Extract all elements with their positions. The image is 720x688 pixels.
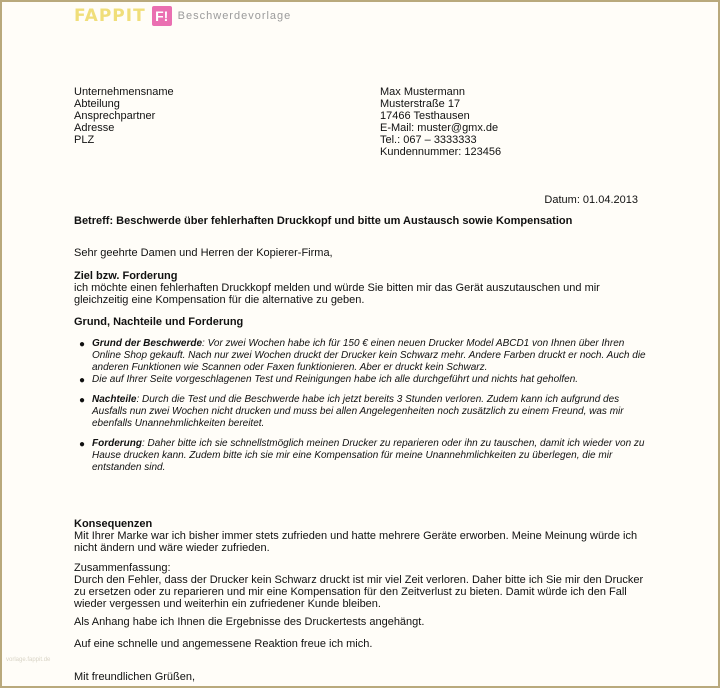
- goal-text: ich möchte einen fehlerhaften Druckkopf melden und würde Sie bitten mir das Gerät auszutauschen und mir gleichzeitig eine Kompensation für die alternative zu geben.: [74, 282, 600, 306]
- bullet-icon: ●: [79, 339, 86, 350]
- summary-section: [74, 562, 644, 610]
- salutation: Sehr geehrte Damen und Herren der Kopierer-Firma,: [74, 247, 333, 259]
- bullet-text: : Vor zwei Wochen habe ich für 150 € einen neuen Drucker Model ABCD1 von Ihnen über Ihren Online Shop gekauft. Nach nur zwei Wochen druckt der Drucker kein Schwarz mehr. Andere Farben druckt er noch. Auch die anderen Funktionen wie Scannen oder Faxen funktionieren. Aber er druckt kein Schwarz.: [92, 338, 646, 373]
- watermark: vorlage.fappit.de: [6, 657, 51, 663]
- summary-heading: Zusammenfassung:: [74, 562, 171, 574]
- logo-wordmark: FAPPIT: [74, 6, 146, 26]
- recipient-line: PLZ: [74, 134, 95, 146]
- sender-line: Kundennummer: 123456: [380, 146, 502, 158]
- letter-date: Datum: 01.04.2013: [544, 194, 638, 206]
- consequences-heading: Konsequenzen: [74, 518, 153, 530]
- consequences-text: Mit Ihrer Marke war ich bisher immer stets zufrieden und hatte mehrere Geräte erworben. Meine Meinung würde ich nicht ändern und wäre wieder zufrieden.: [74, 530, 638, 554]
- goal-heading: Ziel bzw. Forderung: [74, 270, 178, 282]
- sender-line: Tel.: 067 – 3333333: [380, 134, 477, 146]
- recipient-line: Adresse: [74, 122, 115, 134]
- sender-line: Max Mustermann: [380, 86, 465, 98]
- reasons-list: [74, 338, 652, 474]
- bullet-lead: Nachteile: [92, 394, 137, 405]
- bullet-text: : Durch die Test und die Beschwerde habe ich jetzt bereits 3 Stunden verloren. Zudem kann ich aufgrund des Ausfalls nun zwei Wochen nicht drucken und muss bei allen Angelegenheiten noch zusätzlich zu einem Freund, was mir ebenfalls Unannehmlichkeiten bereitet.: [92, 394, 624, 429]
- bullet-text: : Daher bitte ich sie schnellstmöglich meinen Drucker zu reparieren oder ihn zu tauschen, damit ich wieder von zu Hause drucken kann. Zudem bitte ich sie mir eine Kompensation für meine Unannehmlichkeiten zu überlegen, die mir entstanden sind.: [92, 438, 645, 473]
- bullet-icon: ●: [79, 439, 86, 450]
- list-item: [79, 438, 652, 474]
- bullet-lead: Grund der Beschwerde: [92, 338, 203, 349]
- bullet-icon: ●: [79, 375, 86, 386]
- header-logo: [74, 6, 291, 26]
- recipient-line: Unternehmensname: [74, 86, 174, 98]
- list-item: [79, 394, 652, 430]
- logo-mark: F!: [152, 6, 172, 26]
- list-item: [79, 338, 652, 374]
- recipient-line: Abteilung: [74, 98, 120, 110]
- bullet-lead: Forderung: [92, 438, 142, 449]
- reasons-heading: Grund, Nachteile und Forderung: [74, 316, 244, 328]
- attachment-note: Als Anhang habe ich Ihnen die Ergebnisse des Druckertests angehängt.: [74, 616, 425, 628]
- sender-address: [380, 86, 501, 158]
- list-spacer: [92, 430, 652, 438]
- consequences-section: [74, 518, 644, 554]
- header-tagline: Beschwerdevorlage: [177, 10, 292, 22]
- list-item: [79, 374, 652, 386]
- recipient-line: Ansprechpartner: [74, 110, 156, 122]
- bullet-text: Die auf Ihrer Seite vorgeschlagenen Test und Reinigungen habe ich alle durchgeführt und nichts hat geholfen.: [92, 374, 579, 385]
- closing-request: Auf eine schnelle und angemessene Reaktion freue ich mich.: [74, 638, 373, 650]
- sender-line: E-Mail: muster@gmx.de: [380, 122, 499, 134]
- letter-subject: Betreff: Beschwerde über fehlerhaften Druckkopf und bitte um Austausch sowie Kompensation: [74, 215, 573, 227]
- sender-line: Musterstraße 17: [380, 98, 461, 110]
- closing-greeting: Mit freundlichen Grüßen,: [74, 671, 196, 683]
- sender-line: 17466 Testhausen: [380, 110, 470, 122]
- goal-section: [74, 270, 644, 306]
- summary-text: Durch den Fehler, dass der Drucker kein Schwarz druckt ist mir viel Zeit verloren. Daher bitte ich Sie mir den Drucker zu ersetzen oder zu reparieren und mir eine Kompensation für den Zeitverlust zu bieten. Damit würde ich den Fall wieder vergessen und weiterhin ein zufriedener Kunde bleiben.: [74, 574, 644, 610]
- list-spacer: [92, 386, 652, 394]
- recipient-address: [74, 86, 174, 146]
- bullet-icon: ●: [79, 395, 86, 406]
